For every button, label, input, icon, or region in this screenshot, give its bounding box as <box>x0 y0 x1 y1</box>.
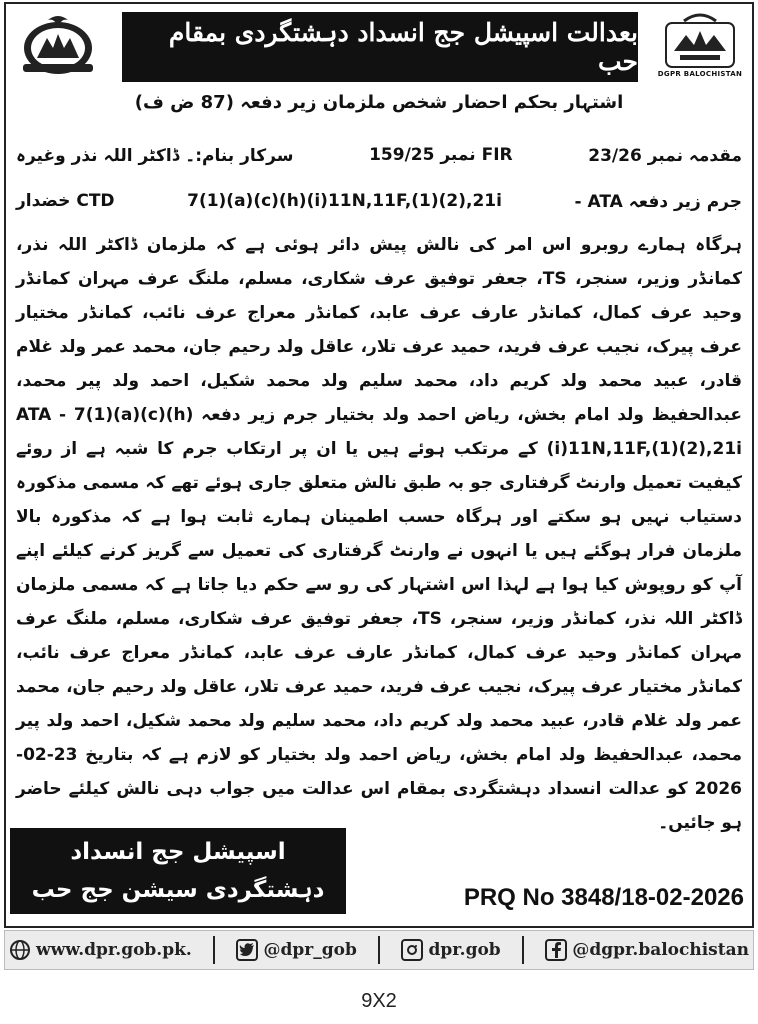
contact-footer <box>4 930 754 970</box>
footer-twitter <box>236 939 356 961</box>
court-title-banner <box>122 12 638 82</box>
facebook-handle: @dgpr.balochistan <box>572 940 749 960</box>
twitter-icon <box>236 939 258 961</box>
judge-signature-block <box>10 828 346 914</box>
signature-line-1: اسپیشل جج انسداد <box>70 839 286 865</box>
footer-facebook <box>545 939 749 961</box>
crime-sections: 7(1)(a)(c)(h)(i)11N,11F,(1)(2),21i <box>187 191 502 211</box>
footer-divider <box>378 936 380 964</box>
twitter-handle: @dpr_gob <box>263 940 357 960</box>
dgpr-emblem-icon <box>660 11 740 69</box>
crime-sections-row <box>16 184 742 218</box>
instagram-handle: dpr.gob <box>428 940 501 960</box>
notice-body-paragraph: ہرگاہ ہمارے روبرو اس امر کی نالش پیش دائر ہوئی ہے کہ ملزمان ڈاکٹر اللہ نذر، کمانڈر وزیر، سنجر، TS، جعفر توفیق عرف شکاری، مسلم، ملنگ عرف مہران کمانڈر وحید عرف کمال، کمانڈر عارف عرف عابد، کمانڈر معراج عرف نائب، کمانڈر مختیار عرف پیرک، نجیب عرف فرید، حمید عرف تلار، عاقل ولد رحیم جان، محمد عمر ولد غلام قادر، عبید محمد ولد کریم داد، محمد سلیم ولد محمد شکیل، احمد ولد پیر محمد، عبدالحفیظ ولد امام بخش، ریاض احمد ولد بختیار جرم زیر دفعہ ATA - 7(1)(a)(c)(h)(i)11N,11F,(1)(2),21i کے مرتکب ہوئے ہیں یا ان پر ارتکاب جرم کا شبہ ہے از روئے کیفیت تعمیل وارنٹ گرفتاری جو بہ طبق نالش متعلق جاری ہوئے تھے کہ مسمی مذکورہ دستیاب نہیں ہو سکتے اور ہرگاہ حسب اطمینان ہمارے ثابت ہوا ہے کہ مذکورہ بالا ملزمان فرار ہوگئے ہیں یا انہوں نے وارنٹ گرفتاری کی تعمیل سے گریز کرنے کیلئے اپنے آپ کو روپوش کیا ہوا ہے لہذا اس اشتہار کی رو سے حکم دیا جاتا ہے کہ مسمی ملزمان ڈاکٹر اللہ نذر، کمانڈر وزیر، سنجر، TS، جعفر توفیق عرف شکاری، مسلم، ملنگ عرف مہران کمانڈر وحید عرف کمال، کمانڈر عارف عرف عابد، کمانڈر معراج عرف نائب، کمانڈر مختیار عرف پیرک، نجیب عرف فرید، حمید عرف تلار، عاقل ولد رحیم جان، محمد عمر ولد غلام قادر، عبید محمد ولد کریم داد، محمد سلیم ولد محمد شکیل، احمد ولد پیر محمد، عبدالحفیظ ولد امام بخش، ریاض احمد ولد بختیار کو لازم ہے کہ بتاریخ 23-02-2026 کو عدالت انسداد دہشتگردی بمقام اس عدالت میں جواب دہی نالش کیلئے حاضر ہو جائیں۔ <box>16 235 743 833</box>
court-title: بعدالت اسپیشل جج انسداد دہشتگردی بمقام حب <box>168 18 638 76</box>
notice-heading: اشتہار بحکم احضار شخص ملزمان زیر دفعہ (87 ض ف) <box>134 92 624 113</box>
footer-divider <box>522 936 524 964</box>
globe-icon <box>9 939 31 961</box>
crime-label: جرم زیر دفعہ ATA - <box>574 191 742 212</box>
notice-body <box>16 228 742 840</box>
case-parties: سرکار بنام:۔ ڈاکٹر اللہ نذر وغیرہ <box>16 145 294 166</box>
footer-website <box>9 939 192 961</box>
facebook-icon <box>545 939 567 961</box>
case-number: مقدمہ نمبر 23/26 <box>588 145 742 166</box>
prq-number: PRQ No 3848/18-02-2026 <box>463 884 744 911</box>
website-text: www.dpr.gob.pk. <box>36 940 192 960</box>
footer-instagram <box>401 939 500 961</box>
instagram-icon <box>401 939 423 961</box>
footer-divider <box>213 936 215 964</box>
dgpr-balochistan-logo <box>652 10 748 80</box>
emblem-icon <box>15 12 101 78</box>
signature-line-2: دہشتگردی سیشن جج حب <box>31 877 325 903</box>
police-station: CTD خضدار <box>16 191 115 211</box>
fir-number: FIR نمبر 159/25 <box>369 145 513 165</box>
public-notice <box>4 2 754 928</box>
case-details-row <box>16 140 742 170</box>
balochistan-government-logo <box>10 10 106 80</box>
ad-size-label: 9X2 <box>361 990 397 1012</box>
dgpr-logo-label: DGPR BALOCHISTAN <box>657 70 743 78</box>
